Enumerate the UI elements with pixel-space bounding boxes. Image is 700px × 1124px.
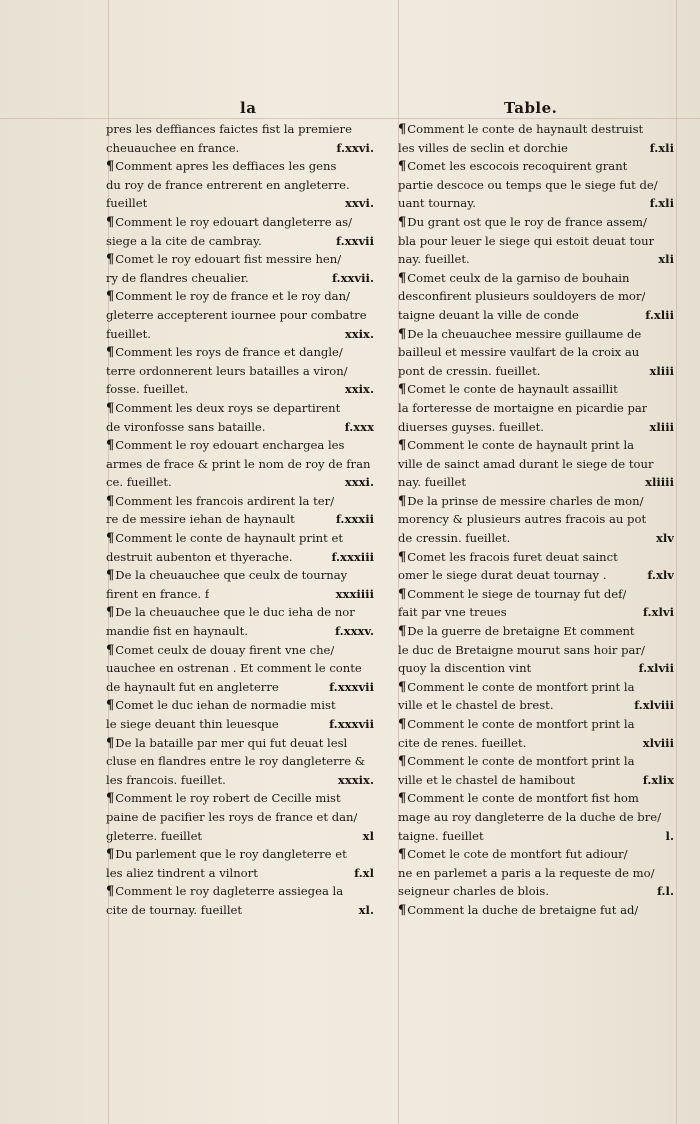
pilcrow-icon: ¶ (106, 884, 115, 900)
toc-entry-line (106, 752, 374, 771)
toc-entry-text: ¶Comet ceulx de la garniso de bouhain (398, 270, 630, 286)
toc-entry-text: les francois. fueillet. (106, 772, 226, 787)
toc-entry-text: ¶Comet le cote de montfort fut adiour/ (398, 847, 628, 863)
toc-entry (106, 287, 374, 343)
toc-entry-line (106, 492, 374, 511)
toc-entry-line (398, 659, 674, 678)
toc-entry-line (106, 269, 374, 288)
pilcrow-icon: ¶ (106, 493, 115, 509)
toc-entry-line (398, 882, 674, 901)
toc-entry-line (398, 194, 674, 213)
toc-entry-line (106, 566, 374, 585)
toc-entry-line (106, 882, 374, 901)
toc-entry-text: les villes de seclin et dorchie (398, 140, 568, 155)
toc-entry (398, 157, 674, 213)
toc-entry-line (106, 678, 374, 697)
ruled-line (676, 0, 677, 1124)
toc-entry-text: ville de sainct amad durant le siege de tour (398, 456, 654, 471)
toc-entry-folio: f.xxxiii (331, 549, 374, 564)
toc-entry-line (106, 380, 374, 399)
toc-entry-text: ¶De la cheuauchee que le duc ieha de nor (106, 605, 355, 621)
toc-entry-folio: xliii (649, 419, 674, 434)
toc-entry-text: du roy de france entrerent en angleterre. (106, 177, 350, 192)
toc-entry-line (398, 473, 674, 492)
toc-entry-folio: l. (665, 828, 674, 843)
toc-entry-line (398, 157, 674, 176)
pilcrow-icon: ¶ (106, 791, 115, 807)
toc-entry-line (398, 343, 674, 362)
pilcrow-icon: ¶ (398, 717, 407, 732)
toc-entry (398, 269, 674, 325)
toc-entry-folio: f.xli (649, 140, 674, 155)
running-head-right: Table. (504, 99, 558, 117)
toc-entry (106, 492, 374, 529)
toc-entry-line (106, 343, 374, 362)
toc-entry-line (106, 399, 374, 418)
pilcrow-icon: ¶ (106, 847, 115, 863)
toc-entry-text: ¶Comet les escocois recoquirent grant (398, 159, 628, 175)
toc-entry-text: taigne. fueillet (398, 828, 484, 843)
toc-entry-folio: f.xl (354, 865, 374, 880)
toc-entry-line (398, 455, 674, 474)
toc-entry (106, 250, 374, 287)
toc-entry-folio: f.xxxv. (335, 624, 374, 639)
toc-entry-text: ¶De la cheuauchee que ceulx de tournay (106, 568, 348, 584)
toc-entry-line (398, 622, 674, 641)
pilcrow-icon: ¶ (398, 270, 407, 286)
toc-entry-text: ville et le chastel de brest. (398, 698, 554, 713)
toc-entry-text: ¶Comment le roy robert de Cecille mist (106, 791, 341, 807)
toc-entry-text: ¶Comet le conte de haynault assaillit (398, 382, 618, 398)
toc-entry-folio: xlv (655, 531, 674, 546)
toc-entry-text: ¶Comment la duche de bretaigne fut ad/ (398, 902, 639, 918)
toc-entry-line (106, 808, 374, 827)
toc-entry-line (106, 510, 374, 529)
toc-entry-line (106, 250, 374, 269)
toc-entry-line (398, 492, 674, 511)
toc-entry-folio: xxxi. (344, 475, 374, 490)
toc-entry-text: de cressin. fueillet. (398, 531, 511, 546)
toc-entry-line (106, 734, 374, 753)
toc-entry-text: ¶Comet ceulx de douay firent vne che/ (106, 642, 335, 658)
pilcrow-icon: ¶ (398, 754, 407, 770)
toc-entry-line (398, 269, 674, 288)
toc-entry-line (106, 789, 374, 808)
toc-entry-text: ¶Du parlement que le roy dangleterre et (106, 847, 347, 863)
toc-entry (106, 343, 374, 399)
toc-entry-line (398, 306, 674, 325)
toc-entry-text: ville et le chastel de hamibout (398, 772, 575, 787)
toc-entry-text: ¶Comment le conte de haynault print la (398, 438, 635, 454)
toc-entry-line (398, 901, 674, 920)
toc-entry-folio: f.xli (649, 196, 674, 211)
toc-entry (398, 120, 674, 157)
toc-entry-line (398, 696, 674, 715)
toc-entry-folio: f.xxvii (336, 233, 374, 248)
toc-entry-folio: f.xlviii (634, 698, 674, 713)
pilcrow-icon: ¶ (398, 549, 407, 565)
toc-entry-folio: xlviii (642, 735, 674, 750)
toc-entry-text: ¶Comment le conte de montfort print la (398, 679, 635, 695)
toc-entry-folio: f.xxxvii (329, 679, 374, 694)
toc-entry-folio: xxvi. (344, 196, 374, 211)
toc-entry-text: de haynault fut en angleterre (106, 679, 279, 694)
toc-entry (106, 213, 374, 250)
running-head-left: la (240, 99, 257, 117)
toc-entry-text: nay. fueillet (398, 475, 467, 490)
toc-entry-line (106, 157, 374, 176)
toc-entry-text: ¶Comment le conte de montfort fist hom (398, 791, 639, 807)
toc-entry-line (106, 641, 374, 660)
toc-entry-text: bailleul et messire vaulfart de la croix au (398, 345, 640, 360)
toc-entry-line (398, 380, 674, 399)
pilcrow-icon: ¶ (106, 735, 115, 751)
toc-entry-text: terre ordonnerent leurs batailles a viron/ (106, 363, 348, 378)
toc-entry-text: fosse. fueillet. (106, 382, 189, 397)
toc-entry (106, 696, 374, 733)
toc-entry-line (398, 529, 674, 548)
toc-entry-line (106, 232, 374, 251)
toc-entry-text: uauchee en ostrenan . Et comment le conte (106, 661, 362, 676)
toc-entry-folio: xli (658, 252, 674, 267)
toc-entry-text: ¶Comment les roys de france et dangle/ (106, 345, 343, 361)
toc-entry-text: nay. fueillet. (398, 252, 470, 267)
toc-entry-text: ¶Comment le conte de montfort print la (398, 717, 635, 732)
toc-entry-text: siege a la cite de cambray. (106, 233, 262, 248)
toc-entry-text: ce. fueillet. (106, 475, 172, 490)
toc-entry-text: cite de tournay. fueillet (106, 902, 243, 917)
toc-entry-text: fueillet (106, 196, 148, 211)
toc-entry-line (106, 436, 374, 455)
toc-entry-line (398, 213, 674, 232)
toc-entry-line (106, 176, 374, 195)
toc-entry-folio: f.xlvii (638, 661, 674, 676)
toc-entry (106, 641, 374, 697)
toc-entry-line (398, 510, 674, 529)
toc-entry-line (398, 120, 674, 139)
toc-entry-text: ¶Comment les francois ardirent la ter/ (106, 493, 335, 509)
toc-entry-text: ¶Comment le conte de haynault destruist (398, 122, 644, 137)
toc-entry-text: omer le siege durat deuat tournay . (398, 568, 607, 583)
toc-entry-line (398, 566, 674, 585)
pilcrow-icon: ¶ (398, 624, 407, 640)
toc-entry-text: cluse en flandres entre le roy dangleterre & (106, 754, 366, 769)
toc-entry-line (106, 603, 374, 622)
pilcrow-icon: ¶ (398, 159, 407, 175)
toc-entry-line (398, 287, 674, 306)
pilcrow-icon: ¶ (398, 493, 407, 509)
toc-entry (398, 325, 674, 381)
toc-entry-line (106, 696, 374, 715)
toc-entry (398, 548, 674, 585)
toc-entry-line (398, 325, 674, 344)
toc-entry (398, 678, 674, 715)
toc-entry-text: ¶Comment le roy edouart enchargea les (106, 438, 345, 454)
toc-entry-folio: f.xxxvii (329, 717, 374, 731)
toc-entry (398, 901, 674, 920)
toc-entry (398, 789, 674, 845)
toc-entry-text: fueillet. (106, 326, 151, 341)
toc-entry-text: ¶Comet le roy edouart fist messire hen/ (106, 252, 342, 268)
toc-entry-line (106, 418, 374, 437)
toc-entry-text: firent en france. f (106, 586, 210, 601)
toc-entry-text: ry de flandres cheualier. (106, 270, 249, 285)
pilcrow-icon: ¶ (106, 698, 115, 714)
toc-entry-text: pont de cressin. fueillet. (398, 363, 541, 378)
toc-entry-text: seigneur charles de blois. (398, 884, 550, 899)
toc-entry-text: diuerses guyses. fueillet. (398, 419, 544, 434)
toc-entry-line (398, 678, 674, 697)
pilcrow-icon: ¶ (398, 679, 407, 695)
toc-entry-line (398, 176, 674, 195)
toc-entry-folio: xxix. (344, 382, 374, 397)
toc-entry-line (106, 362, 374, 381)
pilcrow-icon: ¶ (398, 382, 407, 398)
toc-entry-text: taigne deuant la ville de conde (398, 307, 579, 322)
toc-entry-line (398, 250, 674, 269)
toc-entry-text: de vironfosse sans bataille. (106, 419, 266, 434)
toc-entry-text: cheuauchee en france. (106, 140, 240, 155)
pilcrow-icon: ¶ (398, 326, 407, 342)
toc-entry (398, 622, 674, 678)
toc-entry-line (106, 325, 374, 344)
toc-entry-text: mage au roy dangleterre de la duche de bre/ (398, 809, 662, 824)
toc-entry-text: ¶Comment apres les deffiaces les gens (106, 159, 337, 175)
toc-entry-folio: f.xxvi. (336, 140, 374, 155)
toc-entry-text: le duc de Bretaigne mourut sans hoir par/ (398, 642, 645, 657)
toc-entry-text: ¶Comet le duc iehan de normadie mist (106, 698, 336, 714)
toc-entry-line (106, 901, 374, 920)
toc-entry (106, 399, 374, 436)
toc-entry (106, 436, 374, 492)
toc-entry-text: ¶Comment le siege de tournay fut def/ (398, 586, 627, 602)
toc-entry-text: ¶De la bataille par mer qui fut deuat lesl (106, 735, 348, 751)
toc-entry-line (106, 548, 374, 567)
toc-entry-text: gleterre accepterent iournee pour combatre (106, 307, 367, 322)
toc-entry-line (398, 139, 674, 158)
pilcrow-icon: ¶ (398, 214, 407, 230)
toc-entry-text: ¶Comment le conte de haynault print et (106, 531, 343, 547)
toc-entry-folio: xxxiiii (335, 586, 374, 601)
toc-entry-line (106, 455, 374, 474)
toc-entry (106, 157, 374, 213)
toc-entry-line (398, 715, 674, 734)
toc-entry-line (398, 603, 674, 622)
pilcrow-icon: ¶ (106, 642, 115, 658)
toc-entry-text: ¶Comment le conte de montfort print la (398, 754, 635, 770)
toc-entry-text: gleterre. fueillet (106, 828, 203, 843)
pilcrow-icon: ¶ (106, 605, 115, 621)
toc-entry-line (106, 771, 374, 790)
toc-entry-line (398, 789, 674, 808)
toc-entry-text: ne en parlemet a paris a la requeste de mo/ (398, 865, 655, 880)
toc-entry-text: paine de pacifier les roys de france et dan/ (106, 809, 358, 824)
toc-entry-folio: xl (362, 828, 374, 843)
toc-entry-text: ¶Du grant ost que le roy de france assem/ (398, 214, 647, 230)
toc-entry-text: les aliez tindrent a vilnort (106, 865, 258, 880)
toc-entry-text: ¶Comet les fracois furet deuat sainct (398, 549, 618, 565)
toc-entry-text: re de messire iehan de haynault (106, 512, 295, 527)
pilcrow-icon: ¶ (106, 289, 115, 305)
pilcrow-icon: ¶ (398, 586, 407, 602)
toc-entry-folio: xxxix. (337, 772, 374, 787)
toc-entry-folio: xliiii (645, 475, 674, 490)
toc-entry-line (106, 194, 374, 213)
toc-entry (398, 715, 674, 752)
toc-entry-folio: f.xlii (645, 307, 674, 322)
toc-entry-folio: f.xlvi (642, 605, 674, 620)
toc-entry-text: ¶Comment le roy edouart dangleterre as/ (106, 214, 353, 230)
toc-entry-folio: f.xxxii (335, 512, 374, 527)
toc-entry-line (398, 436, 674, 455)
toc-entry-line (106, 120, 374, 139)
toc-entry (398, 585, 674, 622)
ruled-line (0, 118, 700, 119)
toc-entry-line (106, 659, 374, 678)
pilcrow-icon: ¶ (106, 568, 115, 584)
pilcrow-icon: ¶ (398, 122, 407, 137)
toc-entry-line (398, 548, 674, 567)
pilcrow-icon: ¶ (398, 791, 407, 807)
toc-entry-line (398, 827, 674, 846)
pilcrow-icon: ¶ (106, 252, 115, 268)
toc-entry-line (106, 213, 374, 232)
table-of-contents-left-column (106, 120, 374, 920)
toc-entry-line (106, 622, 374, 641)
toc-entry (398, 213, 674, 269)
toc-entry-line (398, 362, 674, 381)
toc-entry-line (106, 306, 374, 325)
toc-entry-line (398, 808, 674, 827)
toc-entry-text: le siege deuant thin leuesque (106, 717, 279, 731)
toc-entry-text: fait par vne treues (398, 605, 507, 620)
toc-entry-text: cite de renes. fueillet. (398, 735, 527, 750)
toc-entry (106, 566, 374, 603)
toc-entry (106, 603, 374, 640)
toc-entry-line (106, 864, 374, 883)
toc-entry-text: ¶De la guerre de bretaigne Et comment (398, 624, 635, 640)
toc-entry-text: partie descoce ou temps que le siege fut de/ (398, 177, 658, 192)
toc-entry-line (398, 232, 674, 251)
toc-entry-text: destruit aubenton et thyerache. (106, 549, 293, 564)
toc-entry-line (106, 845, 374, 864)
toc-entry-line (106, 287, 374, 306)
toc-entry (398, 492, 674, 548)
toc-entry (106, 882, 374, 919)
toc-entry-line (398, 641, 674, 660)
pilcrow-icon: ¶ (106, 438, 115, 454)
toc-entry-folio: xliii (649, 363, 674, 378)
toc-entry-line (398, 418, 674, 437)
toc-entry-text: uant tournay. (398, 196, 476, 211)
toc-entry (106, 789, 374, 845)
toc-entry-line (106, 529, 374, 548)
toc-entry (398, 845, 674, 901)
pilcrow-icon: ¶ (106, 159, 115, 175)
toc-entry-text: armes de frace & print le nom de roy de fran (106, 456, 371, 471)
pilcrow-icon: ¶ (398, 902, 407, 918)
pilcrow-icon: ¶ (106, 400, 115, 416)
toc-entry-text: pres les deffiances faictes fist la premiere (106, 122, 352, 136)
toc-entry-folio: f.xlix (642, 772, 674, 787)
toc-entry-line (106, 473, 374, 492)
toc-entry-line (106, 585, 374, 604)
toc-entry (106, 120, 374, 157)
pilcrow-icon: ¶ (106, 345, 115, 361)
toc-entry-line (398, 864, 674, 883)
toc-entry-text: mandie fist en haynault. (106, 624, 248, 639)
pilcrow-icon: ¶ (106, 214, 115, 230)
toc-entry-line (398, 585, 674, 604)
toc-entry-line (398, 771, 674, 790)
toc-entry-text: quoy la discention vint (398, 661, 532, 676)
toc-entry (106, 529, 374, 566)
toc-entry-text: ¶Comment le roy de france et le roy dan/ (106, 289, 350, 305)
toc-entry-line (398, 752, 674, 771)
toc-entry (106, 734, 374, 790)
toc-entry-text: ¶Comment le roy dagleterre assiegea la (106, 884, 344, 900)
toc-entry (106, 845, 374, 882)
toc-entry-line (398, 845, 674, 864)
toc-entry-folio: f.xxvii. (331, 270, 374, 285)
pilcrow-icon: ¶ (398, 438, 407, 454)
toc-entry-folio: f.xlv (647, 568, 674, 583)
toc-entry-line (106, 827, 374, 846)
toc-entry-text: ¶De la cheuauchee messire guillaume de (398, 326, 642, 342)
toc-entry (398, 752, 674, 789)
toc-entry-line (398, 734, 674, 753)
toc-entry-line (106, 139, 374, 158)
pilcrow-icon: ¶ (106, 531, 115, 547)
toc-entry-folio: xl. (358, 902, 374, 917)
toc-entry (398, 380, 674, 436)
toc-entry-text: bla pour leuer le siege qui estoit deuat tour (398, 233, 655, 248)
toc-entry-text: ¶De la prinse de messire charles de mon/ (398, 493, 644, 509)
pilcrow-icon: ¶ (398, 847, 407, 863)
toc-entry-folio: f.xxx (344, 419, 374, 434)
toc-entry (398, 436, 674, 492)
toc-entry-text: la forteresse de mortaigne en picardie par (398, 400, 648, 415)
toc-entry-text: morency & plusieurs autres fracois au pot (398, 512, 647, 527)
toc-entry-text: ¶Comment les deux roys se departirent (106, 400, 341, 416)
toc-entry-line (106, 715, 374, 734)
table-of-contents-right-column (398, 120, 674, 920)
toc-entry-line (398, 399, 674, 418)
toc-entry-folio: f.l. (656, 884, 674, 899)
toc-entry-folio: xxix. (344, 326, 374, 341)
toc-entry-text: desconfirent plusieurs souldoyers de mor/ (398, 289, 646, 304)
